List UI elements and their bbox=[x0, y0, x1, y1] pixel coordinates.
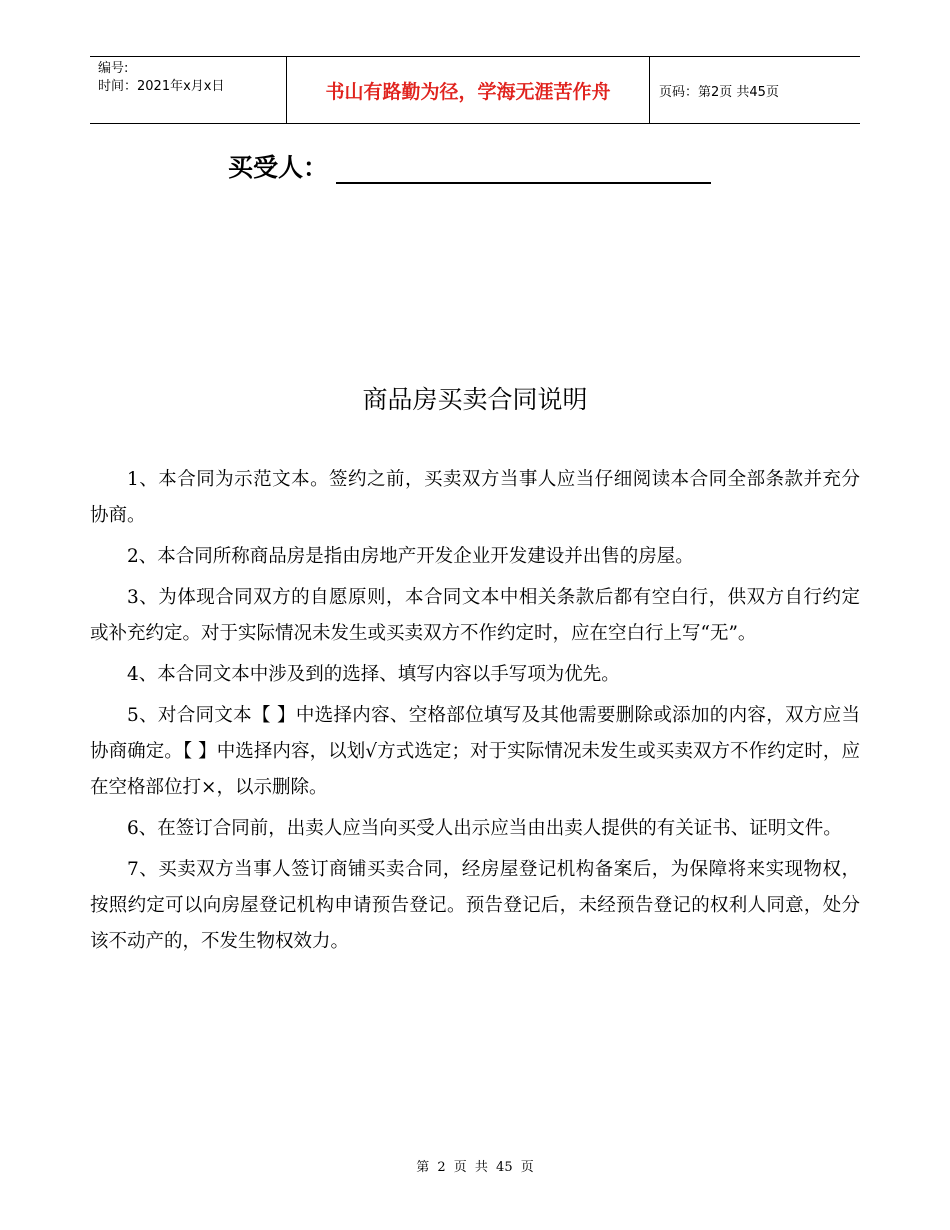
page-header bbox=[90, 56, 860, 124]
header-motto: 书山有路勤为径，学海无涯苦作舟 bbox=[286, 57, 650, 123]
header-meta bbox=[90, 57, 286, 123]
document-title: 商品房买卖合同说明 bbox=[362, 385, 588, 414]
note-paragraph: 7、买卖双方当事人签订商铺买卖合同，经房屋登记机构备案后，为保障将来实现物权，按照约定可以向房屋登记机构申请预告登记。预告登记后，未经预告登记的权利人同意，处分该不动产的，不发生物权效力。 bbox=[90, 859, 860, 952]
contract-notes bbox=[90, 462, 860, 965]
document-number-label: 编号: bbox=[98, 61, 129, 76]
note-paragraph: 1、本合同为示范文本。签约之前，买卖双方当事人应当仔细阅读本合同全部条款并充分协商。 bbox=[90, 469, 860, 526]
document-time: 时间：2021年x月x日 bbox=[98, 79, 225, 94]
page-footer: 第 2 页 共 45 页 bbox=[416, 1160, 534, 1175]
note-paragraph: 6、在签订合同前，出卖人应当向买受人出示应当由出卖人提供的有关证书、证明文件。 bbox=[127, 818, 842, 839]
buyer-label: 买受人： bbox=[228, 153, 329, 182]
buyer-signature-line bbox=[228, 148, 711, 184]
note-paragraph: 4、本合同文本中涉及到的选择、填写内容以手写项为优先。 bbox=[127, 664, 620, 685]
note-paragraph: 5、对合同文本【 】中选择内容、空格部位填写及其他需要删除或添加的内容，双方应当协商确定。【 】中选择内容，以划√方式选定；对于实际情况未发生或买卖双方不作约定时，应在空格部位打×，以示删除。 bbox=[90, 705, 860, 798]
buyer-blank-field bbox=[336, 152, 711, 184]
note-paragraph: 2、本合同所称商品房是指由房地产开发企业开发建设并出售的房屋。 bbox=[127, 546, 694, 567]
note-paragraph: 3、为体现合同双方的自愿原则，本合同文本中相关条款后都有空白行，供双方自行约定或补充约定。对于实际情况未发生或买卖双方不作约定时，应在空白行上写“无”。 bbox=[90, 587, 860, 644]
header-page-info: 页码：第2页 共45页 bbox=[659, 84, 779, 100]
